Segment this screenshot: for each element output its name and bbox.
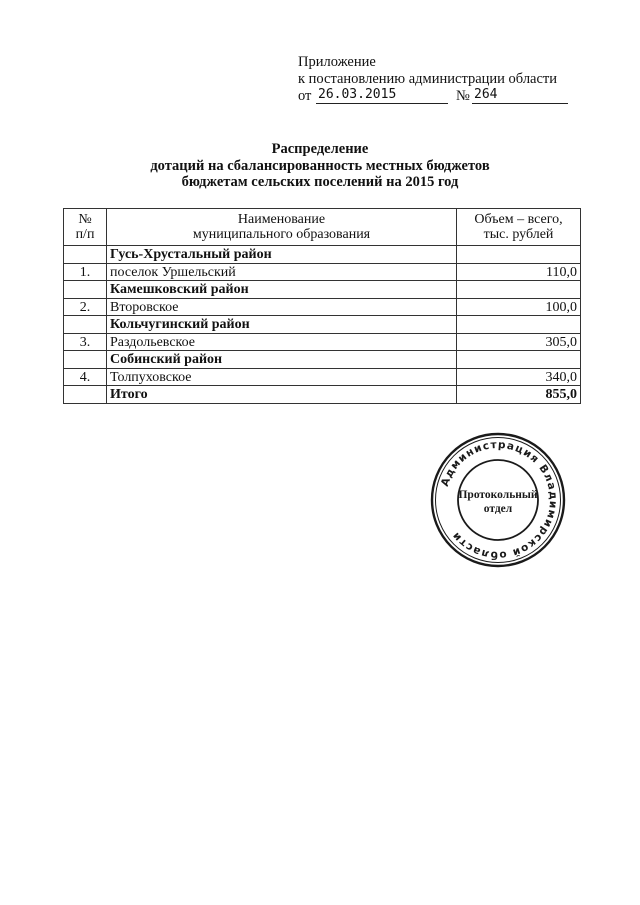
header-name: Наименование муниципального образования xyxy=(107,209,457,246)
table-row xyxy=(64,334,581,351)
settlement-name: поселок Уршельский xyxy=(107,264,457,281)
table-row xyxy=(64,299,581,316)
from-label: от xyxy=(298,88,312,104)
district-name: Гусь-Хрустальный район xyxy=(107,246,457,264)
district-row xyxy=(64,281,581,299)
stamp-center-line-1: Протокольный xyxy=(458,489,538,501)
stamp-center-line-2: отдел xyxy=(483,503,513,515)
settlement-name: Раздольевское xyxy=(107,334,457,351)
row-num: 4. xyxy=(64,369,107,386)
table-row xyxy=(64,264,581,281)
header-num: № п/п xyxy=(64,209,107,246)
header-amount: Объем – всего, тыс. рублей xyxy=(457,209,581,246)
settlement-name: Второвское xyxy=(107,299,457,316)
district-name: Камешковский район xyxy=(107,281,457,299)
appendix-label: Приложение xyxy=(298,54,376,70)
total-row xyxy=(64,386,581,404)
document-title xyxy=(120,141,520,191)
district-row xyxy=(64,316,581,334)
title-line-2: дотаций на сбалансированность местных бюджетов xyxy=(150,157,490,174)
distribution-table xyxy=(63,208,581,404)
stamp-ring-text: Администрация Владимирской области xyxy=(438,438,560,562)
row-num: 3. xyxy=(64,334,107,351)
table-header-row xyxy=(64,209,581,246)
decree-number: 264 xyxy=(472,87,568,104)
row-num: 2. xyxy=(64,299,107,316)
amount-value: 340,0 xyxy=(457,369,581,386)
district-name: Собинский район xyxy=(107,351,457,369)
number-label: № xyxy=(456,88,470,104)
district-name: Кольчугинский район xyxy=(107,316,457,334)
title-line-3: бюджетам сельских поселений на 2015 год xyxy=(181,174,459,190)
amount-value: 110,0 xyxy=(457,264,581,281)
title-line-1: Распределение xyxy=(271,141,369,157)
decree-reference: к постановлению администрации области xyxy=(298,71,558,87)
table-row xyxy=(64,369,581,386)
date-number-line xyxy=(298,88,598,106)
decree-date: 26.03.2015 xyxy=(316,87,448,104)
amount-value: 305,0 xyxy=(457,334,581,351)
district-row xyxy=(64,246,581,264)
total-label: Итого xyxy=(107,386,457,404)
appendix-header xyxy=(298,54,598,106)
settlement-name: Толпуховское xyxy=(107,369,457,386)
total-amount: 855,0 xyxy=(457,386,581,404)
row-num: 1. xyxy=(64,264,107,281)
amount-value: 100,0 xyxy=(457,299,581,316)
official-stamp xyxy=(430,432,566,568)
district-row xyxy=(64,351,581,369)
